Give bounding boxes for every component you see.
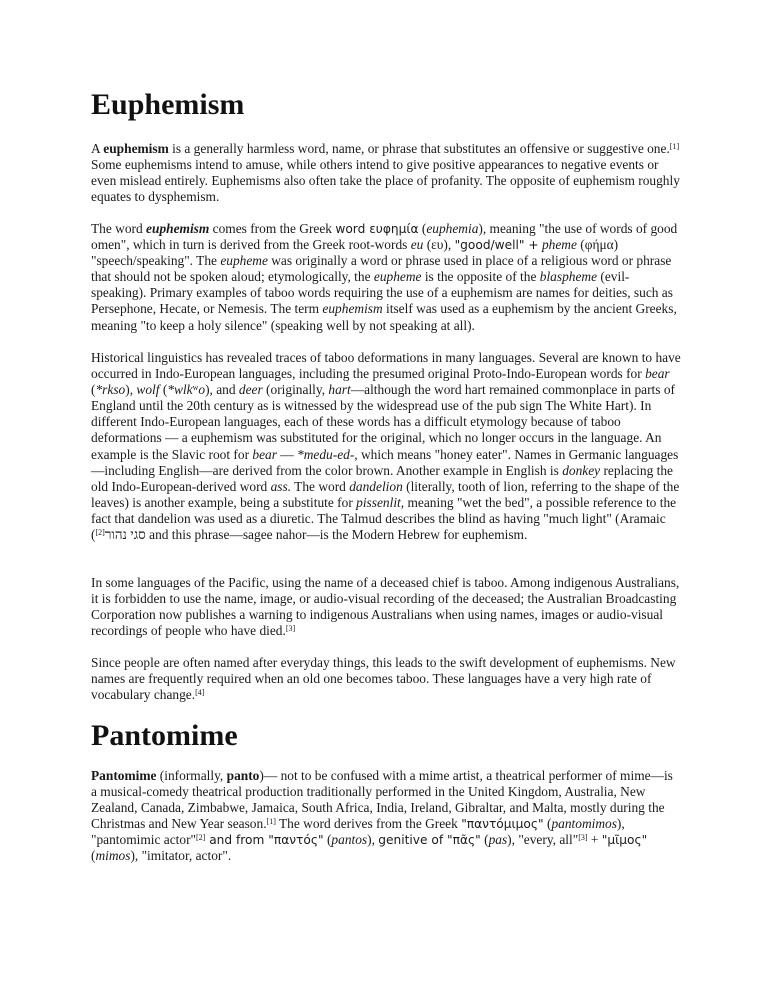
- pantomime-paragraph-1: Pantomime (informally, panto)— not to be confused with a mime artist, a theatrical performer of mime—is a musical-comedy theatrical production traditionally performed in the United Kingdom, Australia, New Zealand, Canada, Zimbabwe, Jamaica, South Africa, India, Ireland, Gibraltar, and Malta, mostly during the Christmas and New Year season.[1] The word derives from the Greek "παντόμιμος" (pantomimos), "pantomimic actor"[2] and from "παντός" (pantos), genitive of "πᾶς" (pas), "every, all"[3] + "μῖμος" (mimos), "imitator, actor".: [91, 768, 673, 864]
- citation-link[interactable]: [2]: [196, 833, 206, 843]
- citation-link[interactable]: [4]: [195, 688, 205, 698]
- citation-link[interactable]: [1]: [266, 817, 276, 827]
- citation-link[interactable]: [2]: [95, 528, 105, 538]
- euphemism-paragraph-1: A euphemism is a generally harmless word, name, or phrase that substitutes an offensive or suggestive one.[1] Some euphemisms intend to amuse, while others intend to give positive appearances to negative events or even mislead entirely. Euphemisms also often take the place of profanity. The opposite of euphemism roughly equates to dysphemism.: [91, 141, 680, 205]
- euphemism-paragraph-3: Historical linguistics has revealed traces of taboo deformations in many languages. Several are known to have occurred in Indo-European languages, including the presumed original Proto-Indo-European words for bear (*rkso), wolf (*wlk$^w$o), and deer (originally, hart—although the word hart remained commonplace in parts of England until the 20th century as is witnessed by the widespread use of the pub sign The White Hart). In different Indo-European languages, each of these words has a difficult etymology because of taboo deformations — a euphemism was substituted for the original, which no longer occurs in the language. An example is the Slavic root for bear — *medu-ed-, which means "honey eater". Names in Germanic languages—including English—are derived from the color brown. Another example in English is donkey replacing the old Indo-European-derived word ass. The word dandelion (literally, tooth of lion, referring to the shape of the leaves) is another example, being a substitute for pissenlit, meaning "wet the bed", a possible reference to the fact that dandelion was used as a diuretic. The Talmud describes the blind as having "much light" (Aramaic ( סגי נהור[2] and this phrase—sagee nahor—is the Modern Hebrew for euphemism.: [91, 350, 681, 543]
- section-title-euphemism: Euphemism: [91, 88, 245, 121]
- euphemism-paragraph-4: In some languages of the Pacific, using the name of a deceased chief is taboo. Among indigenous Australians, it is forbidden to use the name, image, or audio-visual recording of the deceased; the Australian Broadcasting Corporation now publishes a warning to indigenous Australians when using names, images or audio-visual recordings of people who have died.[3]: [91, 575, 680, 639]
- citation-link[interactable]: [3]: [285, 624, 296, 634]
- euphemism-paragraph-5: Since people are often named after everyday things, this leads to the swift development of euphemisms. New names are frequently required when an old one becomes taboo. These languages have a very high rate of vocabulary change.[4]: [91, 655, 676, 703]
- euphemism-paragraph-2: The word euphemism comes from the Greek word ευφημία (euphemia), meaning "the use of words of good omen", which in turn is derived from the Greek root-words eu (ευ), "good/well" + pheme (φήμα) "speech/speaking". The eupheme was originally a word or phrase used in place of a religious word or phrase that should not be spoken aloud; etymologically, the eupheme is the opposite of the blaspheme (evil-speaking). Primary examples of taboo words requiring the use of a euphemism are names for deities, such as Persephone, Hecate, or Nemesis. The term euphemism itself was used as a euphemism by the ancient Greeks, meaning "to keep a holy silence" (speaking well by not speaking at all).: [91, 221, 678, 333]
- citation-link[interactable]: [1]: [669, 142, 680, 151]
- hebrew-text: סגי נהור: [104, 527, 146, 543]
- section-title-pantomime: Pantomime: [91, 719, 238, 752]
- citation-link[interactable]: [3]: [578, 833, 588, 843]
